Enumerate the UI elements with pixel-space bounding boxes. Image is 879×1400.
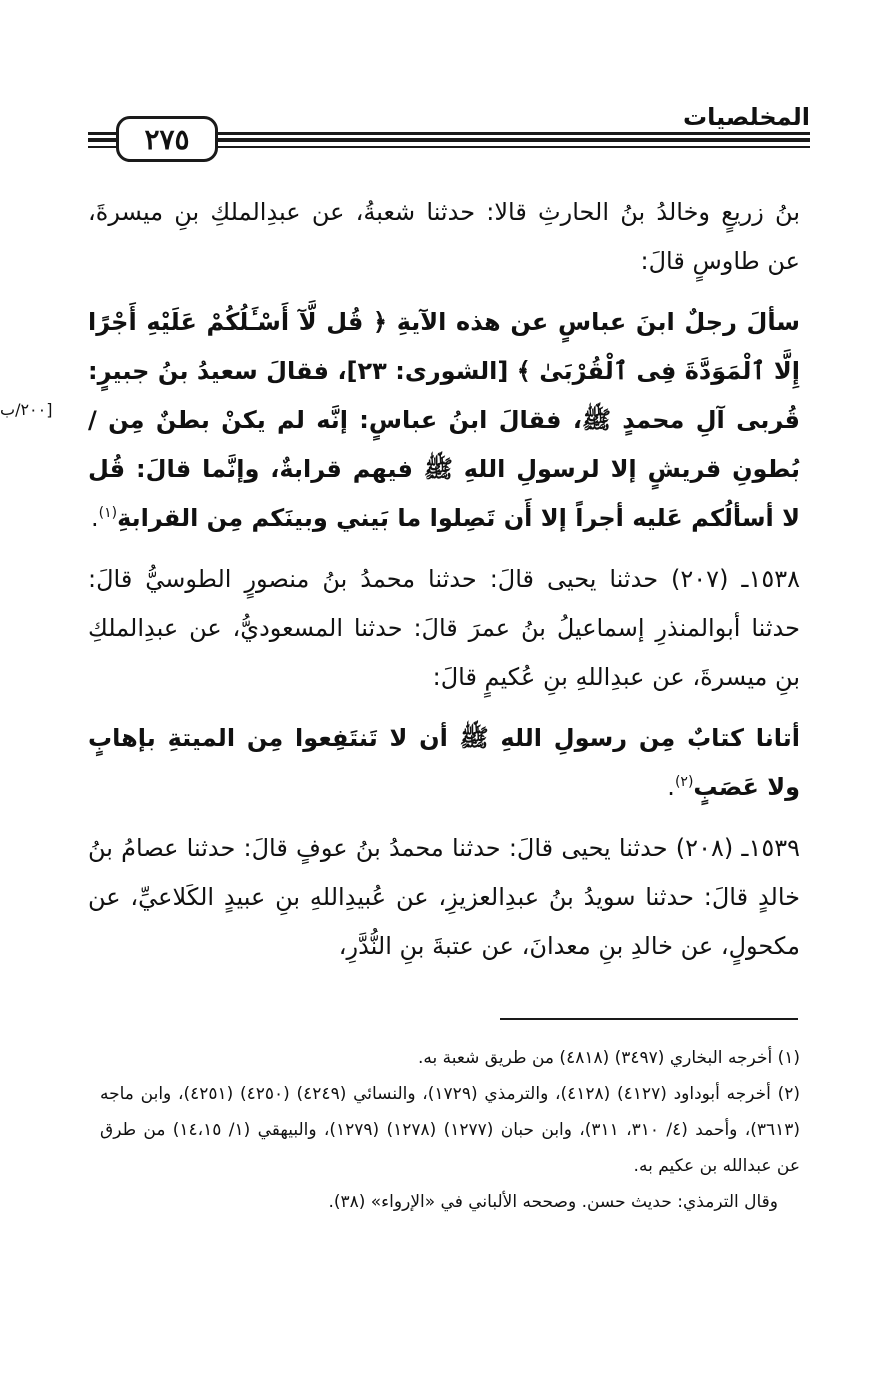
hadith-matn: سألَ رجلٌ ابنَ عباسٍ عن هذه الآيةِ ﴿ قُل لَّآ أَسْـَٔلُكُمْ عَلَيْهِ أَجْرًا إِلَّا ٱلْمَوَدَّةَ فِى ٱلْقُرْبَىٰ ﴾ [الشورى: ٢٣]، فقالَ سعيدُ بنُ جبيرٍ: قُربى آلِ محمدٍ ﷺ، فقالَ ابنُ عباسٍ: إنَّه لم يكنْ بطنٌ مِن / بُطونِ قريشٍ إلا لرسولِ اللهِ ﷺ فيهم قرابةٌ، وإنَّما قالَ: قُل لا أسألُكم عَليه أجراً إلا أَن تَصِلوا ما بَيني وبينَكم مِن القرابةِ — [88, 308, 801, 532]
footnote-ref[interactable]: (١) — [98, 505, 118, 521]
footnote-continuation: وقال الترمذي: حديث حسن. وصححه الألباني في «الإرواء» (٣٨). — [328, 1192, 778, 1212]
footnote: (١) أخرجه البخاري (٣٤٩٧) (٤٨١٨) من طريق شعبة به. — [418, 1048, 800, 1068]
isnad-paragraph: ١٥٣٨ـ (٢٠٧) حدثنا يحيى قالَ: حدثنا محمدُ بنُ منصورٍ الطوسيُّ قالَ: حدثنا أبوالمنذرِ إسماعيلُ بنُ عمرَ قالَ: حدثنا المسعوديُّ، عن عبدِالملكِ بنِ ميسرةَ، عن عبدِاللهِ بنِ عُكيمٍ قالَ: — [88, 565, 800, 691]
isnad-paragraph: ١٥٣٩ـ (٢٠٨) حدثنا يحيى قالَ: حدثنا محمدُ بنُ عوفٍ قالَ: حدثنا عصامُ بنُ خالدٍ قالَ: حدثنا سويدُ بنُ عبدِالعزيزِ، عن عُبيدِاللهِ بنِ عبيدٍ الكَلاعيِّ، عن مكحولٍ، عن خالدِ بنِ معدانَ، عن عتبةَ بنِ النُّدَّرِ، — [88, 834, 800, 960]
hadith-text: أتانا كتابٌ مِن رسولِ اللهِ ﷺ أن لا تَنتَفِعوا مِن الميتةِ بإهابٍ ولا عَصَبٍ$^{(٢)}$. — [88, 724, 800, 801]
footnote-divider — [500, 1018, 798, 1020]
hadith-text: سألَ رجلٌ ابنَ عباسٍ عن هذه الآيةِ ﴿ قُل لَّآ أَسْـَٔلُكُمْ عَلَيْهِ أَجْرًا إِلَّا ٱلْمَوَدَّةَ فِى ٱلْقُرْبَىٰ ﴾ [الشورى: ٢٣]، فقالَ سعيدُ بنُ جبيرٍ: قُربى آلِ محمدٍ ﷺ، فقالَ ابنُ عباسٍ: إنَّه لم يكنْ بطنٌ مِن / بُطونِ قريشٍ إلا لرسولِ اللهِ ﷺ فيهم قرابةٌ، وإنَّما قالَ: قُل لا أسألُكم عَليه أجراً إلا أَن تَصِلوا ما بَيني وبينَكم مِن القرابةِ$^{(١)}$. — [88, 308, 801, 532]
footnotes — [100, 1040, 800, 1220]
page-header — [88, 102, 810, 164]
paragraph: بنُ زريعٍ وخالدُ بنُ الحارثِ قالا: حدثنا شعبةُ، عن عبدِالملكِ بنِ ميسرةَ، عن طاوسٍ قالَ: — [88, 198, 800, 275]
body-text — [88, 188, 800, 971]
footnote-ref[interactable]: (٢) — [674, 774, 694, 790]
page-number: ٢٧٥ — [116, 116, 218, 162]
book-title: المخلصيات — [675, 102, 810, 132]
manuscript-folio-marker: [٢٠٠/ب — [0, 400, 53, 419]
hadith-matn: أتانا كتابٌ مِن رسولِ اللهِ ﷺ أن لا تَنتَفِعوا مِن الميتةِ بإهابٍ ولا عَصَبٍ — [88, 724, 800, 801]
footnote: (٢) أخرجه أبوداود (٤١٢٧) (٤١٢٨)، والترمذي (١٧٢٩)، والنسائي (٤٢٤٩) (٤٢٥٠) (٤٢٥١)، وابن ماجه (٣٦١٣)، وأحمد (٤/ ٣١٠، ٣١١)، وابن حبان (١٢٧٧) (١٢٧٨) (١٢٧٩)، والبيهقي (١/ ١٤،١٥) من طرق عن عبدالله بن عكيم به. — [100, 1084, 801, 1176]
